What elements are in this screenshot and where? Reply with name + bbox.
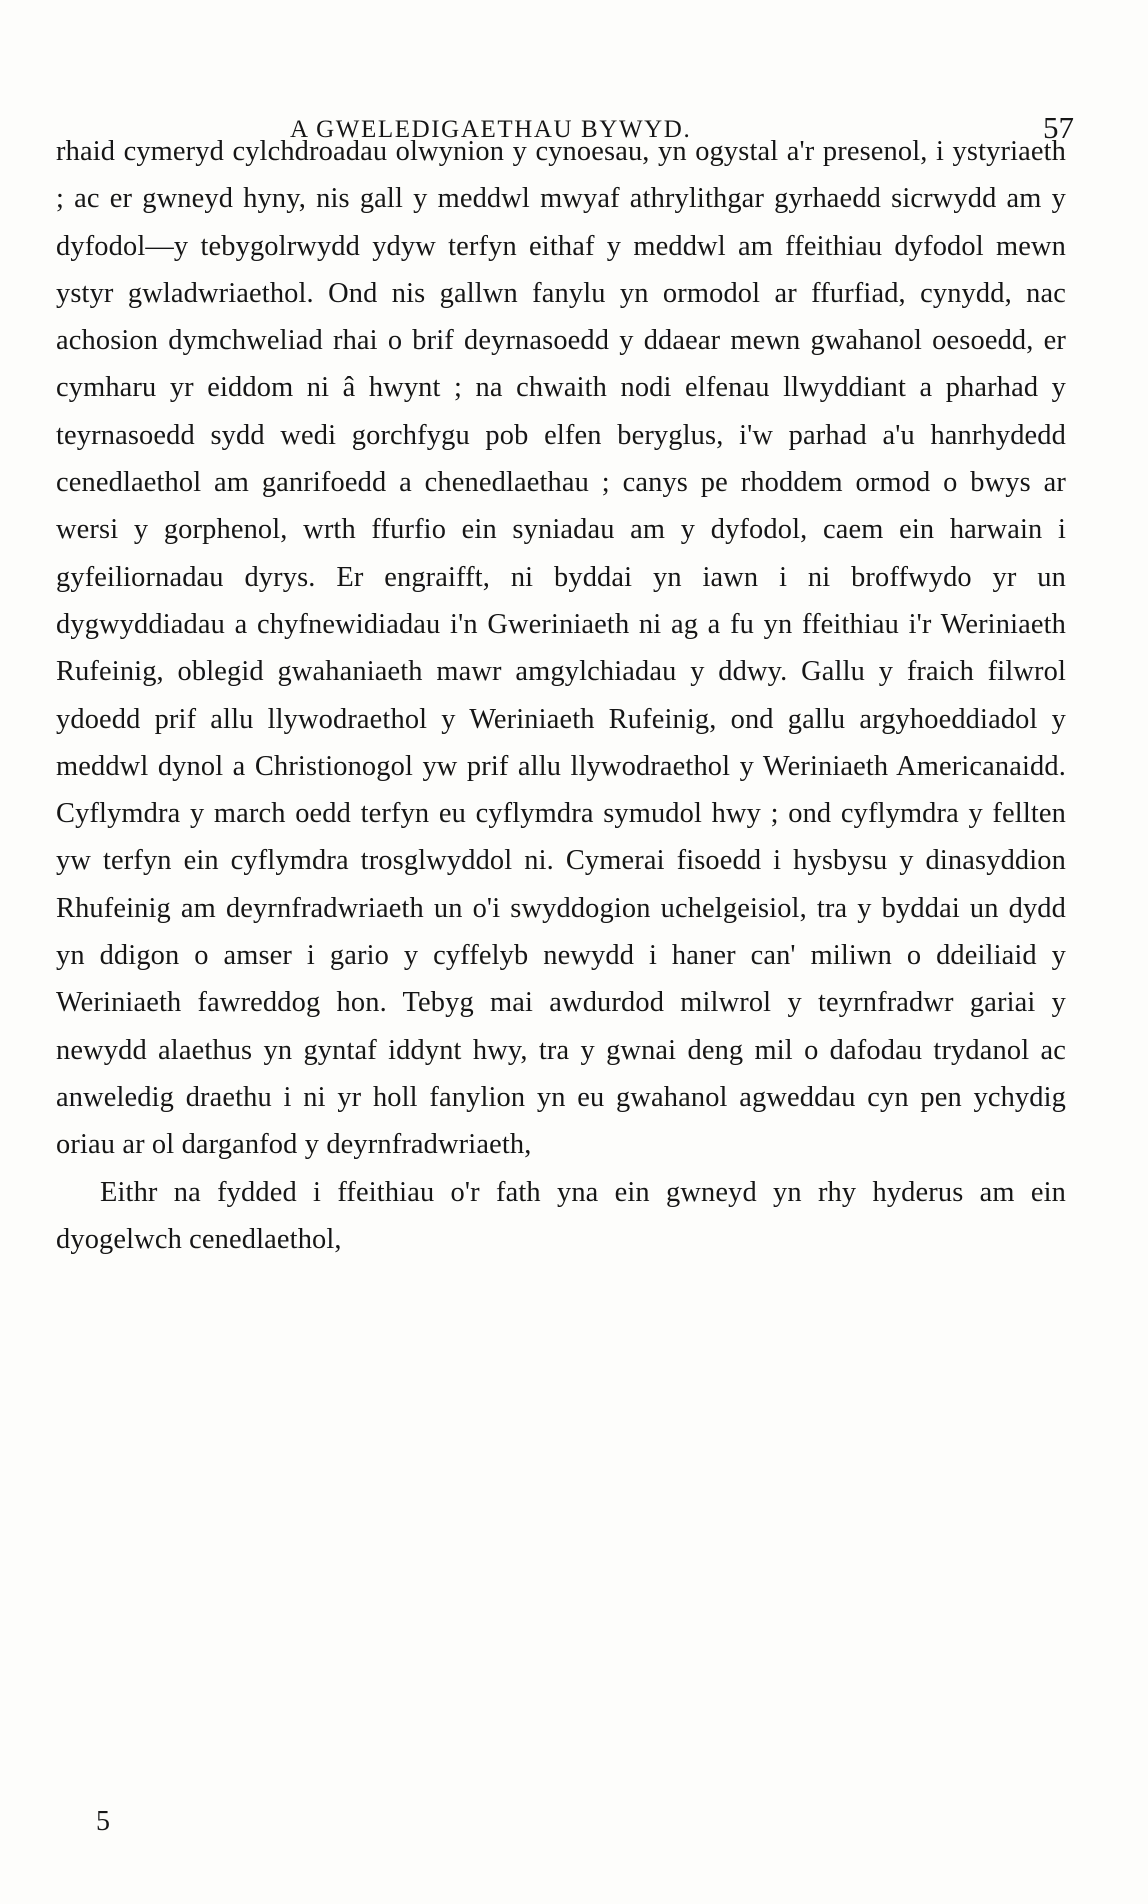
page-number: 57 [1043, 110, 1074, 145]
paragraph: rhaid cymeryd cylchdroadau olwynion y cynoesau, yn ogystal a'r presenol, i ystyriaeth ; ac er gwneyd hyny, nis gall y meddwl mwyaf athrylithgar gyrhaedd sicrwydd am y dyfodol—y tebygolrwydd ydyw terfyn eithaf y meddwl am ffeithiau dyfodol mewn ystyr gwladwriaethol. Ond nis gallwn fanylu yn ormodol ar ffurfiad, cynydd, nac achosion dymchweliad rhai o brif deyrnasoedd y ddaear mewn gwahanol oesoedd, er cymharu yr eiddom ni â hwynt ; na chwaith nodi elfenau llwyddiant a pharhad y teyrnasoedd sydd wedi gorchfygu pob elfen beryglus, i'w parhad a'u hanrhydedd cenedlaethol am ganrifoedd a chenedlaethau ; canys pe rhoddem ormod o bwys ar wersi y gorphenol, wrth ffurfio ein syniadau am y dyfodol, caem ein harwain i gyfeiliornadau dyrys. Er engraifft, ni byddai yn iawn i ni broffwydo yr un dygwyddiadau a chyfnewidiadau i'n Gweriniaeth ni ag a fu yn ffeithiau i'r Weriniaeth Rufeinig, oblegid gwahaniaeth mawr amgylchiadau y ddwy. Gallu y fraich filwrol ydoedd prif allu llywodraethol y Weriniaeth Rufeinig, ond gallu argyhoeddiadol y meddwl dynol a Christionogol yw prif allu llywodraethol y Weriniaeth Americanaidd. Cyflymdra y march oedd terfyn eu cyflymdra symudol hwy ; ond cyflymdra y fellten yw terfyn ein cyflymdra trosglwyddol ni. Cymerai fisoedd i hysbysu y dinasyddion Rhufeinig am deyrnfradwriaeth un o'i swyddogion uchelgeisiol, tra y byddai un dydd yn ddigon o amser i gario y cyffelyb newydd i haner can' miliwn o ddeiliaid y Weriniaeth fawreddog hon. Tebyg mai awdurdod milwrol y teyrnfradwr gariai y newydd alaethus yn gyntaf iddynt hwy, tra y gwnai deng mil o dafodau trydanol ac anweledig draethu i ni yr holl fanylion yn eu gwahanol agweddau cyn pen ychydig oriau ar ol darganfod y deyrnfradwriaeth, [56, 136, 1066, 1161]
running-head: A GWELEDIGAETHAU BYWYD. [290, 116, 692, 143]
signature-mark: 5 [96, 1806, 110, 1837]
page-header [0, 58, 1148, 145]
paragraph: Eithr na fydded i ffeithiau o'r fath yna ein gwneyd yn rhy hyderus am ein dyogelwch cenedlaethol, [56, 1176, 1066, 1255]
body-text [56, 128, 1066, 1263]
